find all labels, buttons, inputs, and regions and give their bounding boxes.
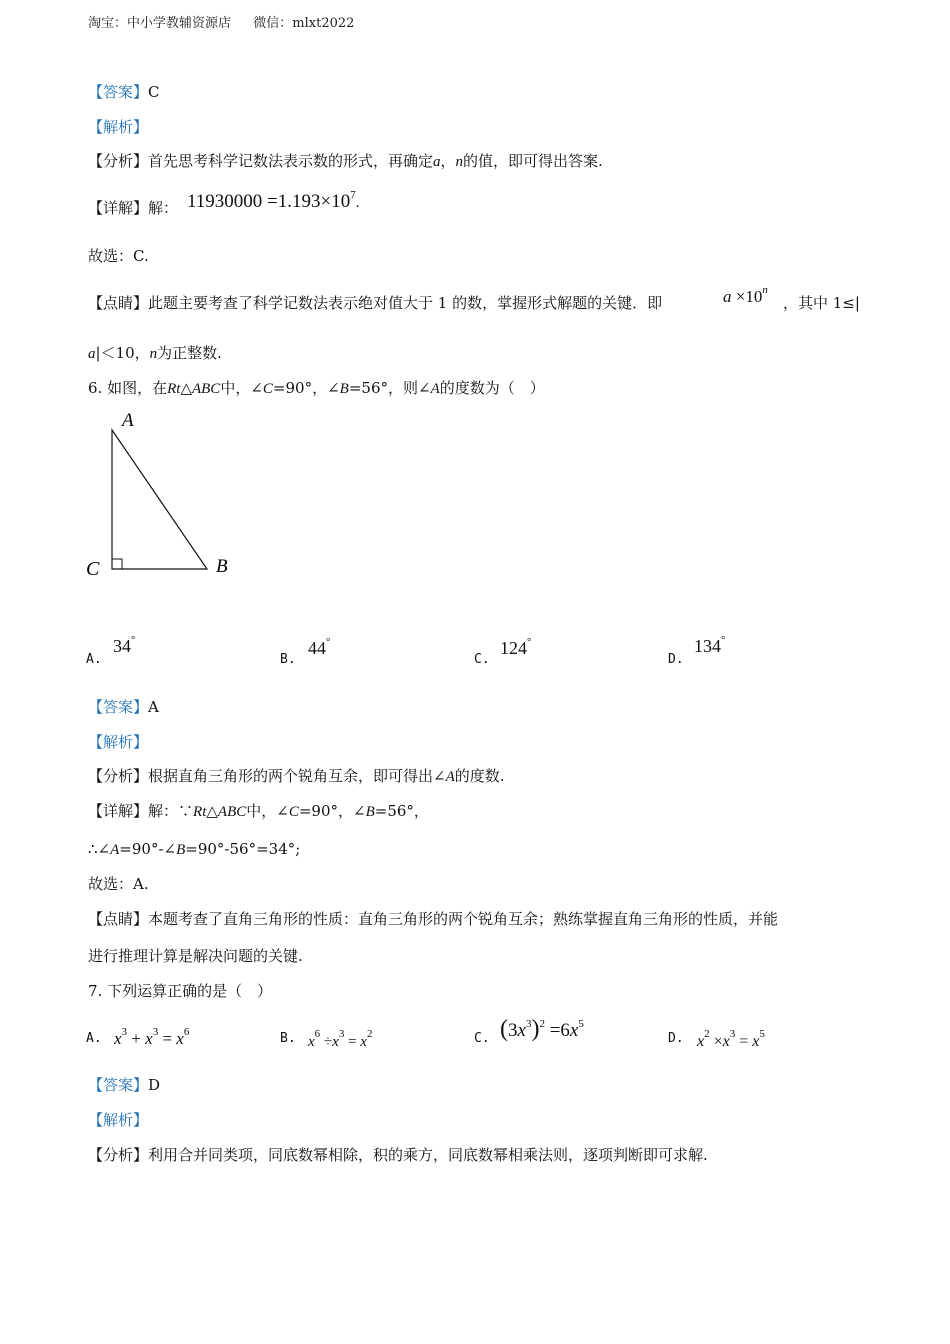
q6-stem-b: 中，∠ <box>220 379 263 397</box>
q6-triangle-figure <box>80 405 250 590</box>
q5-detail-line <box>88 198 178 218</box>
q5-answer-line <box>88 82 160 102</box>
q7-option-a-expr: $x^3 + x^3 = x^6$ <box>114 1026 190 1048</box>
q6-dianjing-line <box>88 909 778 929</box>
q6-stem-bv: B <box>339 381 349 397</box>
vertex-label-b: B <box>216 556 228 577</box>
q6-detail-tri: △ <box>206 802 218 820</box>
q6-fenxi-line <box>88 766 505 787</box>
q6-fenxi-b: 的度数. <box>454 767 505 785</box>
analysis-tag: 【解析】 <box>88 118 149 136</box>
q7-option-c-expr: $(3x^3)^2 =6x^5$ <box>500 1016 584 1042</box>
analysis-tag: 【解析】 <box>88 1111 149 1129</box>
q6-opt-a-deg: ° <box>131 634 136 646</box>
q5-equation <box>187 185 359 213</box>
q7-option-b-expr: $x^6 \div x^3 = x^2$ <box>308 1028 373 1050</box>
fenxi-tag: 【分析】 <box>88 152 149 170</box>
q6-detail-c: C <box>288 804 299 820</box>
q5-dj-var-n: n <box>149 346 158 362</box>
dianjing-tag: 【点睛】 <box>88 910 149 928</box>
q7-answer-value: D <box>148 1076 161 1094</box>
q6-option-d-value <box>694 634 725 657</box>
q6-stem-av: A <box>430 381 440 397</box>
q6-therefore-b: =90°-∠ <box>119 840 177 858</box>
q7-option-c-letter[interactable]: C. <box>474 1031 490 1046</box>
header-wechat: 微信：mlxt2022 <box>253 16 355 31</box>
q6-detail-bv: B <box>365 804 375 820</box>
q5-dianjing-line <box>88 293 662 313</box>
q6-therefore-c: =90°-56°=34°; <box>185 840 301 858</box>
q5-dj-math-a: a <box>723 287 732 306</box>
q6-option-c-value <box>500 636 531 659</box>
q6-detail-rt: Rt <box>193 804 207 820</box>
q6-stem-tri: △ <box>180 379 192 397</box>
answer-tag: 【答案】 <box>88 1076 149 1094</box>
q5-detail-prefix: 解： <box>148 199 179 217</box>
q6-stem <box>88 378 545 399</box>
q5-dianjing-text-b: ，其中 1≤| <box>783 294 860 312</box>
fenxi-tag: 【分析】 <box>88 767 149 785</box>
q6-opt-d-deg: ° <box>721 634 726 646</box>
q5-eq-exponent: 7 <box>350 189 356 201</box>
q7-fenxi-line <box>88 1145 708 1165</box>
q6-opt-c-deg: ° <box>527 636 532 648</box>
q5-dj-text-c: |＜10， <box>95 344 150 362</box>
q6-stem-a: 6. 如图，在 <box>88 379 168 397</box>
dianjing-tag: 【点睛】 <box>88 294 149 312</box>
q6-detail-abc: ABC <box>217 804 247 820</box>
fenxi-tag: 【分析】 <box>88 1146 149 1164</box>
q7-option-b-letter[interactable]: B. <box>280 1031 296 1046</box>
q6-stem-abc: ABC <box>191 381 221 397</box>
q5-fenxi-var-n: n <box>455 154 464 170</box>
q6-opt-a-num: 34 <box>113 636 131 656</box>
q5-eq-main: 11930000 =1.193×10 <box>187 191 351 212</box>
q6-analysis-line <box>88 732 148 752</box>
q5-analysis-line <box>88 117 148 137</box>
analysis-tag: 【解析】 <box>88 733 149 751</box>
q6-choose: 故选：A. <box>88 875 149 893</box>
q5-fenxi-line <box>88 151 603 172</box>
q6-option-d-letter[interactable]: D. <box>668 652 684 667</box>
triangle-shape <box>112 430 207 569</box>
q6-therefore-line <box>88 839 300 860</box>
q5-choose: 故选：C. <box>88 247 149 265</box>
answer-tag: 【答案】 <box>88 698 149 716</box>
vertex-label-a: A <box>122 410 134 431</box>
q7-option-d-letter[interactable]: D. <box>668 1031 684 1046</box>
q5-dianjing-line2 <box>88 343 222 364</box>
q6-fenxi-var: A <box>445 769 455 785</box>
q6-therefore-av: A <box>110 842 120 858</box>
q6-opt-b-num: 44 <box>308 638 326 658</box>
q6-option-b-value <box>308 636 330 659</box>
q6-detail-d: =56°， <box>374 802 429 820</box>
header-shop: 淘宝：中小学教辅资源店 <box>88 16 232 31</box>
page-header <box>88 14 354 34</box>
q6-therefore-a: ∴∠ <box>88 840 111 858</box>
q6-therefore-bv: B <box>176 842 186 858</box>
q6-dianjing-line2: 进行推理计算是解决问题的关键. <box>88 947 303 965</box>
q6-opt-b-deg: ° <box>326 636 331 648</box>
q6-opt-d-num: 134 <box>694 636 721 656</box>
q7-option-a-letter[interactable]: A. <box>86 1031 102 1046</box>
q6-stem-c2: =90°，∠ <box>272 379 340 397</box>
detail-tag: 【详解】 <box>88 802 149 820</box>
q5-eq-end: . <box>355 195 360 211</box>
q5-dj-math-mid: ×10 <box>731 287 763 306</box>
q6-option-a-value <box>113 634 135 657</box>
q6-answer-line <box>88 697 159 717</box>
vertex-label-c: C <box>86 558 100 580</box>
q5-fenxi-var-a: a <box>433 154 441 170</box>
q6-dianjing-a: 本题考查了直角三角形的性质：直角三角形的两个锐角互余；熟练掌握直角三角形的性质，并能 <box>148 910 779 928</box>
q6-stem-e: 的度数为（ ） <box>439 379 545 397</box>
q5-dj-math-n: n <box>762 284 768 296</box>
q6-stem-c: C <box>262 381 273 397</box>
q5-answer-value: C <box>148 83 160 101</box>
answer-tag: 【答案】 <box>88 83 149 101</box>
q5-dj-text-d: 为正整数. <box>157 344 222 362</box>
q6-stem-rt: Rt <box>167 381 181 397</box>
q6-option-b-letter[interactable]: B. <box>280 652 296 667</box>
q7-analysis-line <box>88 1110 148 1130</box>
q6-answer-value: A <box>148 698 159 716</box>
q5-fenxi-sep: ， <box>440 152 456 170</box>
q5-dj-var-a: a <box>88 346 96 362</box>
q6-option-a-letter[interactable]: A. <box>86 652 102 667</box>
q5-fenxi-text-b: 的值，即可得出答案. <box>463 152 603 170</box>
detail-tag: 【详解】 <box>88 199 149 217</box>
q7-stem: 7. 下列运算正确的是（ ） <box>88 982 273 1000</box>
q6-detail-b: 中，∠ <box>246 802 289 820</box>
q6-detail-line <box>88 801 429 822</box>
q7-answer-line <box>88 1075 160 1095</box>
q5-dianjing-math <box>723 280 768 307</box>
q6-opt-c-num: 124 <box>500 638 527 658</box>
q5-dianjing-text-a: 此题主要考查了科学记数法表示绝对值大于 1 的数，掌握形式解题的关键．即 <box>148 294 663 312</box>
q7-fenxi-text: 利用合并同类项，同底数幂相除，积的乘方，同底数幂相乘法则，逐项判断即可求解. <box>148 1146 708 1164</box>
q6-detail-a: 解：∵ <box>148 802 194 820</box>
q7-option-d-expr: $x^2 \times x^3 = x^5$ <box>697 1028 765 1050</box>
q6-fenxi-a: 根据直角三角形的两个锐角互余，即可得出∠ <box>148 767 446 785</box>
right-angle-mark <box>112 559 122 569</box>
q6-detail-c2: =90°，∠ <box>298 802 366 820</box>
q6-option-c-letter[interactable]: C. <box>474 652 490 667</box>
q5-fenxi-text-a: 首先思考科学记数法表示数的形式，再确定 <box>148 152 434 170</box>
q6-stem-d: =56°，则∠ <box>348 379 431 397</box>
